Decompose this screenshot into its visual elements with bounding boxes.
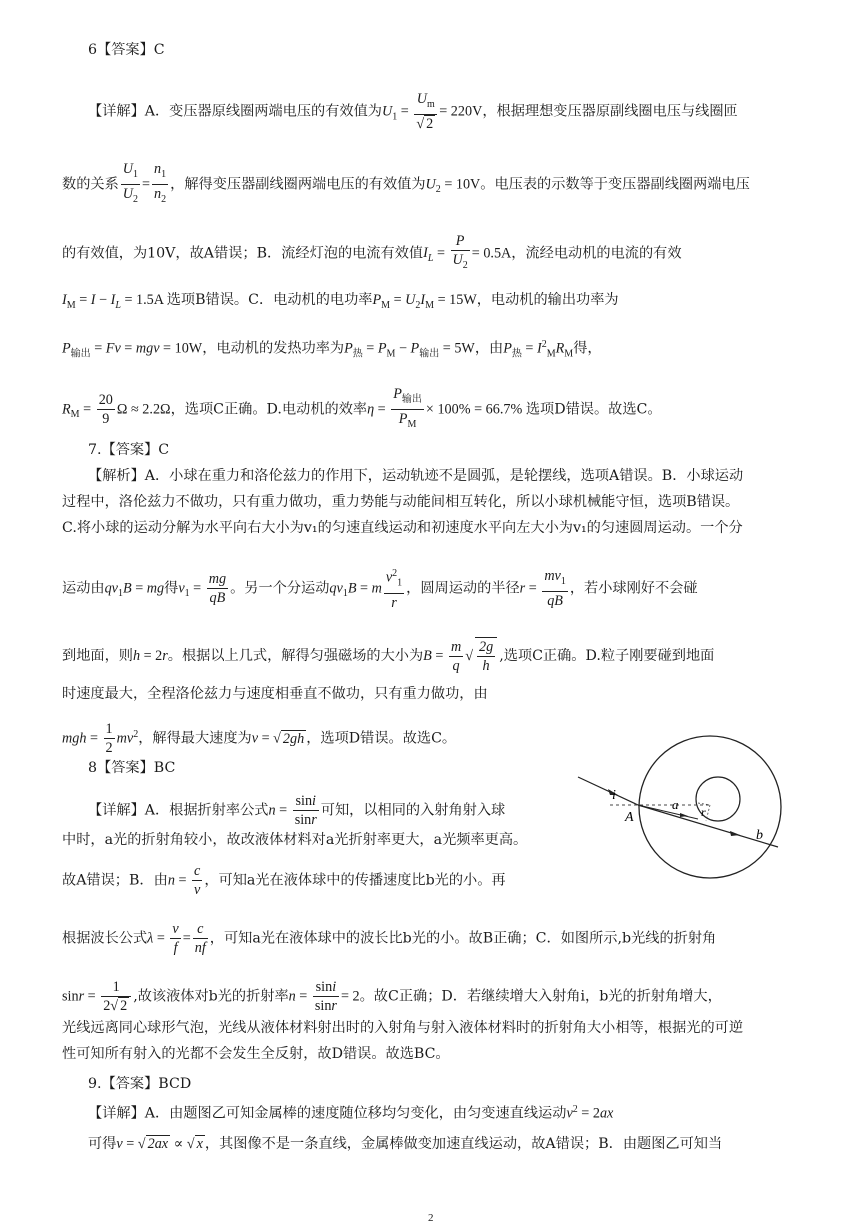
q9-answer-heading: 9.【答案】BCD: [88, 1076, 192, 1092]
q6-line-5: $P_{输出} = Fv$ = mgv = 10W，电动机的发热功率为$P_热 = P_M - P_{输出} = 5W$，由$P_热 = I^2_MR_M$得，: [62, 339, 602, 360]
q7-line-3: C.将小球的运动分解为水平向右大小为v₁的匀速直线运动和初速度水平向左大小为v₁的匀速圆周运动。一个分: [62, 520, 743, 536]
q7-line-5: 到地面，则h = 2r。根据以上几式，解得匀强磁场的大小为B = $\frac{m}{q}$ √ $\frac{2g}{h}$ ,选项C正确。D.粒子刚要碰到地面: [62, 638, 715, 674]
q7-line-7: mgh = $\frac{1}{2}$ $mv^2$，解得最大速度为v = √ 2gh ，选项D错误。故选C。: [62, 721, 457, 756]
q9-line-2: 可得v = √ 2ax ∝ √ x ，其图像不是一条直线，金属棒做变加速直线运动，故A错误；B．由题图乙可知当: [88, 1136, 723, 1152]
q8-line-7: 性可知所有射入的光都不会发生全反射，故D错误。故选BC。: [62, 1046, 450, 1062]
q8-line-2: 中时，a光的折射角较小，故改液体材料对a光折射率更大，a光频率更高。: [62, 832, 528, 848]
q6-answer-heading: 6【答案】C: [88, 42, 165, 58]
q8-line-5: sinr = $\frac{1}{2√ 2}$ ,故该液体对b光的折射率n = $\frac{\sin i}{\sin r}$ = 2。故C正确；D．若继续增大入射角i，b光的折射角增大，: [62, 979, 722, 1014]
ray-a: [638, 805, 698, 819]
q6-line-4: $I_M = I - I_L = 1.5A$ 选项B错误。C．电动机的电功率$P_M = U_2I_M = 15W$，电动机的输出功率为: [62, 292, 619, 311]
q8-line-6: 光线远离同心球形气泡，光线从液体材料射出时的入射角与射入液体材料时的折射角大小相等，根据光的可逆: [62, 1020, 744, 1036]
page-number: 2: [428, 1212, 434, 1224]
q7-line-1: 【解析】A．小球在重力和洛伦兹力的作用下，运动轨迹不是圆弧，是轮摆线，选项A错误。B．小球运动: [88, 468, 744, 484]
q6-line-3: 的有效值，为10V，故A错误；B．流经灯泡的电流有效值$I_L$ = $\frac{P}{U_2}$ = 0.5A，流经电动机的电流的有效: [62, 233, 682, 271]
q7-answer-heading: 7.【答案】C: [88, 442, 170, 458]
q8-line-1: 【详解】A．根据折射率公式n = $\frac{\sin i}{\sin r}$ 可知，以相同的入射角射入球: [88, 793, 506, 828]
label-i: i: [612, 788, 616, 803]
outer-liquid-sphere: [639, 736, 781, 878]
q9-line-1: 【详解】A．由题图乙可知金属棒的速度随位移均匀变化，由匀变速直线运动$v^2 = 2ax$: [88, 1104, 614, 1122]
q6-line-2: 数的关系 $\frac{U_1}{U_2}$ = $\frac{n_1}{n_2}$ ，解得变压器副线圈两端电压的有效值为$U_2 = 10V$。电压表的示数等于变压器副线圈两端电压: [62, 161, 750, 205]
q8-answer-heading: 8【答案】BC: [88, 760, 176, 776]
q8-line-4: 根据波长公式λ = $\frac{v}{f}$ = $\frac{c}{nf}$ ，可知a光在液体球中的波长比b光的小。故B正确；C．如图所示,b光线的折射角: [62, 921, 717, 956]
label-b: b: [756, 828, 763, 843]
q7-line-2: 过程中，洛伦兹力不做功，只有重力做功，重力势能与动能间相互转化，所以小球机械能守恒，选项B错误。: [62, 494, 740, 510]
refraction-diagram: [570, 735, 810, 885]
label-r: r: [701, 805, 706, 819]
label-a: a: [672, 797, 679, 812]
q8-line-3: 故A错误；B．由n = $\frac{c}{v}$ ，可知a光在液体球中的传播速度比b光的小。再: [62, 863, 506, 898]
label-A: A: [625, 810, 634, 825]
q7-line-4: 运动由$qv_1B$ = mg得$v_1$ = $\frac{mg}{qB}$ 。另一个分运动$qv_1B = m$ $\frac{v^2_1}{r}$ ，圆周运动的半径r = $\frac{mv_1}{qB}$ ，若小球刚好不会碰: [62, 565, 698, 612]
q6-line-6: $R_M$ = $\frac{20}{9}$ Ω ≈ 2.2Ω，选项C正确。D.电动机的效率η = $P_{输出}$ $P_M$ × 100% = 66.7% 选项D错误。故选C。: [62, 386, 662, 430]
q7-line-6: 时速度最大，全程洛伦兹力与速度相垂直不做功，只有重力做功，由: [62, 686, 488, 702]
incident-ray: [578, 777, 638, 805]
q6-line-1: 【详解】A．变压器原线圈两端电压的有效值为$U_1$ = $\frac{U_m}{√ 2}$ = 220V，根据理想变压器原副线圈电压与线圈匝: [88, 91, 738, 132]
